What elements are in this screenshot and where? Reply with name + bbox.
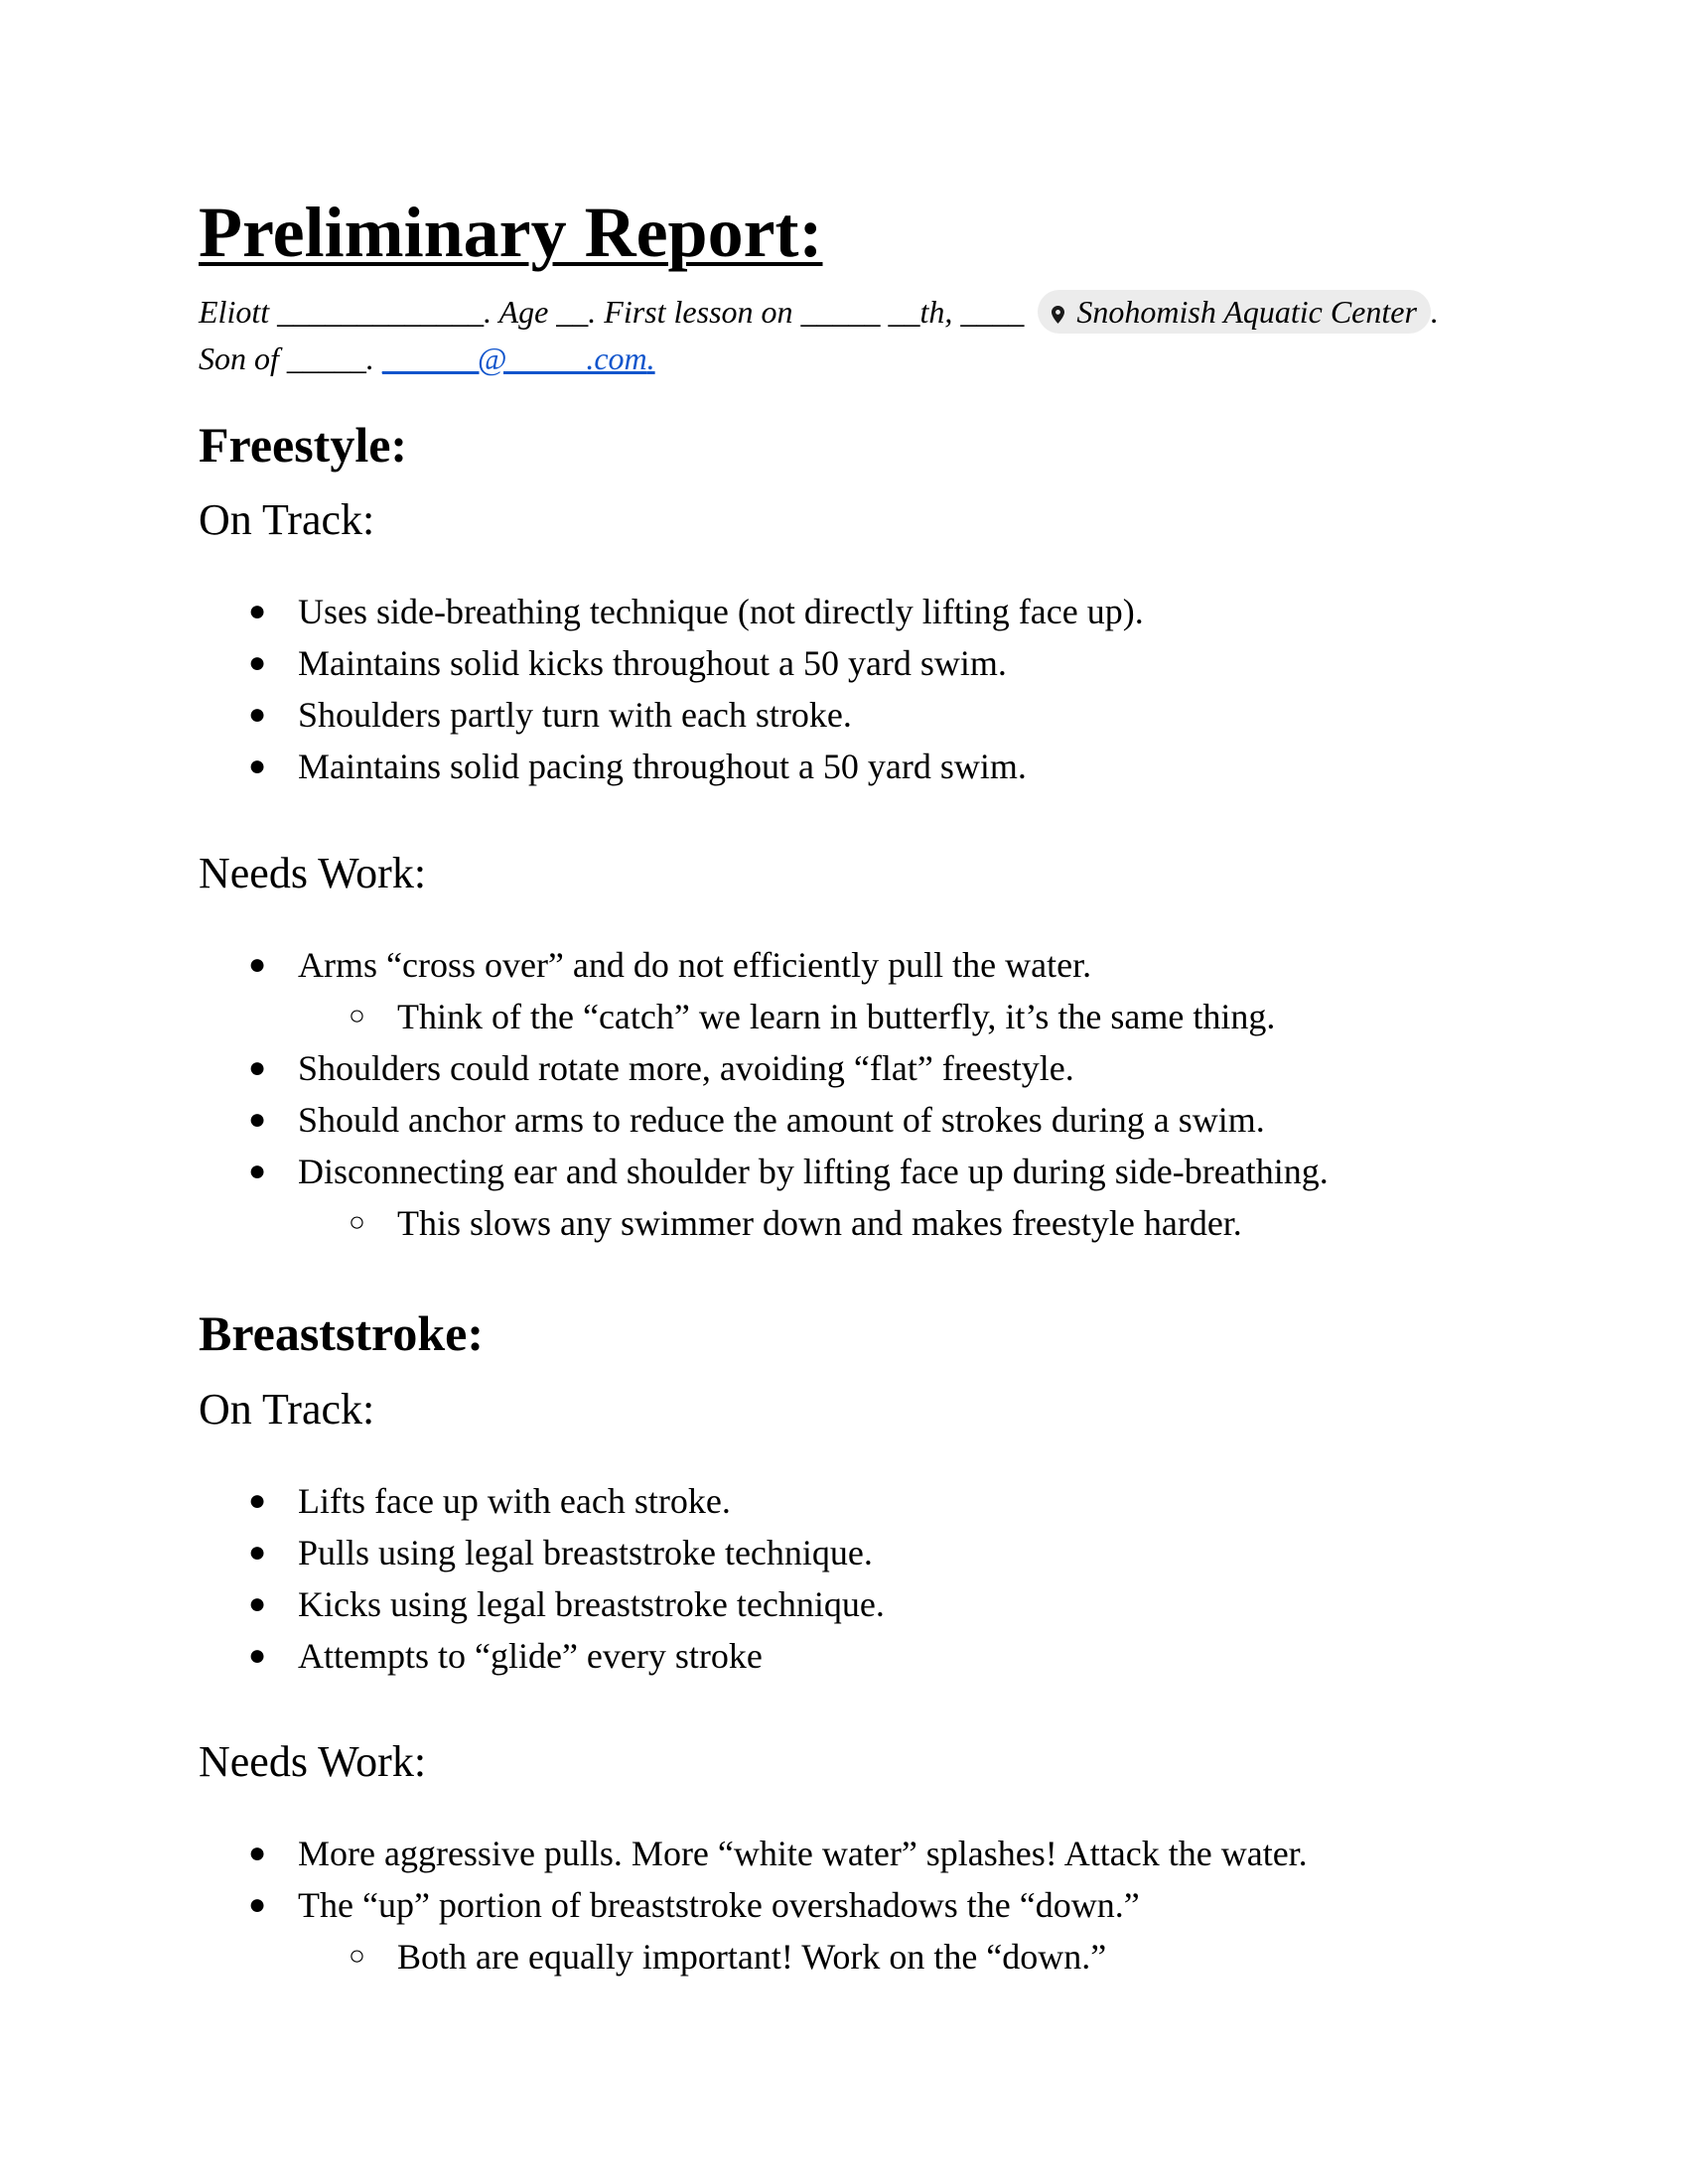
- list-item: ● More aggressive pulls. More “white water” splashes! Attack the water.: [0, 1828, 1308, 1879]
- bullet-icon: ●: [248, 750, 267, 782]
- student-info-text: Eliott _____________. Age __. First lesson on _____ __th, ____: [199, 294, 1025, 330]
- list-item: ● Uses side-breathing technique (not directly lifting face up).: [0, 586, 1144, 637]
- location-chip[interactable]: [1038, 290, 1431, 334]
- freestyle-on-track-label: On Track:: [199, 495, 375, 544]
- bullet-icon: ●: [248, 1536, 267, 1569]
- list-item: ● Pulls using legal breaststroke technique.: [0, 1527, 885, 1578]
- breaststroke-needs-work-list: [0, 1828, 1308, 1982]
- breaststroke-heading: Breaststroke:: [199, 1305, 484, 1361]
- hollow-bullet-icon: ○: [349, 1207, 365, 1238]
- list-item: ● Shoulders partly turn with each stroke.: [0, 689, 1144, 741]
- sub-list-item: ○ Both are equally important! Work on the “down.”: [0, 1931, 1308, 1982]
- list-item: ● Shoulders could rotate more, avoiding “flat” freestyle.: [0, 1042, 1329, 1094]
- bullet-icon: ●: [248, 1103, 267, 1136]
- student-info-line: [199, 289, 1439, 335]
- bullet-icon: ●: [248, 698, 267, 731]
- student-info-end: .: [1430, 294, 1439, 330]
- list-item: ● Maintains solid pacing throughout a 50 yard swim.: [0, 741, 1144, 792]
- freestyle-heading: Freestyle:: [199, 417, 408, 473]
- sub-list-item: ○ Think of the “catch” we learn in butterfly, it’s the same thing.: [0, 991, 1329, 1042]
- breaststroke-on-track-list: [0, 1475, 885, 1682]
- freestyle-on-track-list: [0, 586, 1144, 792]
- bullet-icon: ●: [248, 1155, 267, 1187]
- page-title: Preliminary Report:: [199, 193, 823, 272]
- email-link[interactable]: ______@_____.com: [381, 341, 647, 376]
- bullet-icon: ●: [248, 948, 267, 981]
- list-item: ● Arms “cross over” and do not efficiently pull the water.: [0, 939, 1329, 991]
- bullet-icon: ●: [248, 646, 267, 679]
- hollow-bullet-icon: ○: [349, 1941, 365, 1972]
- parent-info-text: Son of _____.: [199, 341, 374, 376]
- location-chip-label: Snohomish Aquatic Center: [1076, 294, 1417, 330]
- bullet-icon: ●: [248, 1484, 267, 1517]
- list-item: ● Lifts face up with each stroke.: [0, 1475, 885, 1527]
- parent-info-line: [199, 336, 655, 381]
- sub-list-item: ○ This slows any swimmer down and makes freestyle harder.: [0, 1197, 1329, 1249]
- freestyle-needs-work-list: [0, 939, 1329, 1249]
- bullet-icon: ●: [248, 1051, 267, 1084]
- bullet-icon: ●: [248, 1587, 267, 1620]
- list-item: ● The “up” portion of breaststroke overshadows the “down.”: [0, 1879, 1308, 1931]
- breaststroke-on-track-label: On Track:: [199, 1385, 375, 1433]
- bullet-icon: ●: [248, 595, 267, 627]
- list-item: ● Attempts to “glide” every stroke: [0, 1630, 885, 1682]
- bullet-icon: ●: [248, 1837, 267, 1869]
- freestyle-needs-work-label: Needs Work:: [199, 849, 427, 897]
- bullet-icon: ●: [248, 1888, 267, 1921]
- list-item: ● Maintains solid kicks throughout a 50 yard swim.: [0, 637, 1144, 689]
- map-pin-icon: [1052, 306, 1064, 324]
- email-link-end: .: [646, 341, 655, 376]
- breaststroke-needs-work-label: Needs Work:: [199, 1737, 427, 1786]
- list-item: ● Kicks using legal breaststroke technique.: [0, 1578, 885, 1630]
- list-item: ● Should anchor arms to reduce the amount of strokes during a swim.: [0, 1094, 1329, 1146]
- bullet-icon: ●: [248, 1639, 267, 1672]
- hollow-bullet-icon: ○: [349, 1001, 365, 1031]
- list-item: ● Disconnecting ear and shoulder by lifting face up during side-breathing.: [0, 1146, 1329, 1197]
